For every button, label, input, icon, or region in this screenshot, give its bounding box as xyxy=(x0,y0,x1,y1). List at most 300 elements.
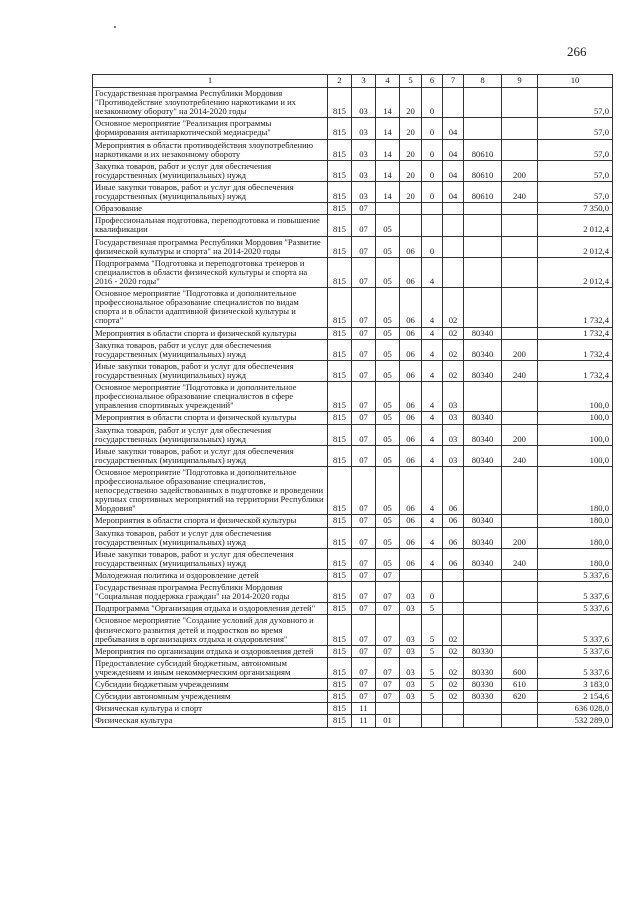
table-row xyxy=(93,645,613,657)
column-header: 2 xyxy=(328,75,352,88)
table-row xyxy=(93,118,613,139)
row-code-cell: 80610 xyxy=(464,181,502,202)
row-amount: 180,0 xyxy=(538,515,613,527)
row-code-cell: 03 xyxy=(352,118,376,139)
scan-speck xyxy=(114,26,116,28)
row-amount: 100,0 xyxy=(538,445,613,466)
row-code-cell: 4 xyxy=(422,382,443,412)
row-code-cell: 815 xyxy=(328,118,352,139)
row-code-cell xyxy=(464,236,502,257)
row-code-cell xyxy=(400,703,422,715)
row-code-cell: 80330 xyxy=(464,645,502,657)
row-code-cell: 06 xyxy=(443,466,464,515)
row-code-cell: 4 xyxy=(422,548,443,569)
row-code-cell: 80610 xyxy=(464,160,502,181)
row-description: Мероприятия в области спорта и физической культуры xyxy=(93,515,328,527)
row-amount: 2 012,4 xyxy=(538,236,613,257)
row-amount: 57,0 xyxy=(538,160,613,181)
row-code-cell xyxy=(422,703,443,715)
row-description: Основное мероприятие "Подготовка и дополнительное профессиональное образование специалистов по видам спорта и в области адаптивной физической культуры и спорта" xyxy=(93,288,328,327)
row-code-cell xyxy=(502,715,538,727)
column-header: 7 xyxy=(443,75,464,88)
row-code-cell: 03 xyxy=(352,181,376,202)
row-amount: 100,0 xyxy=(538,412,613,424)
row-amount: 3 183,0 xyxy=(538,679,613,691)
row-code-cell: 07 xyxy=(352,360,376,381)
row-code-cell: 4 xyxy=(422,515,443,527)
row-code-cell: 4 xyxy=(422,412,443,424)
row-code-cell xyxy=(502,236,538,257)
row-code-cell: 815 xyxy=(328,160,352,181)
row-code-cell: 20 xyxy=(400,118,422,139)
row-code-cell: 815 xyxy=(328,382,352,412)
row-code-cell: 07 xyxy=(352,527,376,548)
row-amount: 5 337,6 xyxy=(538,582,613,603)
row-amount: 180,0 xyxy=(538,466,613,515)
row-code-cell: 815 xyxy=(328,715,352,727)
row-code-cell: 07 xyxy=(376,582,400,603)
table-row xyxy=(93,139,613,160)
row-code-cell: 815 xyxy=(328,527,352,548)
row-code-cell: 07 xyxy=(352,288,376,327)
row-code-cell: 0 xyxy=(422,160,443,181)
row-code-cell: 05 xyxy=(376,236,400,257)
row-code-cell: 07 xyxy=(376,679,400,691)
row-code-cell: 07 xyxy=(352,236,376,257)
row-code-cell: 05 xyxy=(376,527,400,548)
row-code-cell xyxy=(443,603,464,615)
row-code-cell: 03 xyxy=(400,645,422,657)
row-code-cell: 05 xyxy=(376,382,400,412)
row-code-cell: 14 xyxy=(376,160,400,181)
row-amount: 180,0 xyxy=(538,548,613,569)
row-code-cell: 815 xyxy=(328,203,352,215)
row-code-cell: 815 xyxy=(328,360,352,381)
row-description: Основное мероприятие "Подготовка и дополнительное профессиональное образование специалистов в сфере управления спортивных учреждений" xyxy=(93,382,328,412)
row-code-cell: 07 xyxy=(352,645,376,657)
row-amount: 7 350,0 xyxy=(538,203,613,215)
row-code-cell: 04 xyxy=(443,139,464,160)
row-code-cell xyxy=(443,715,464,727)
row-description: Мероприятия в области спорта и физической культуры xyxy=(93,412,328,424)
row-code-cell: 815 xyxy=(328,236,352,257)
row-code-cell xyxy=(422,570,443,582)
row-code-cell: 815 xyxy=(328,657,352,678)
row-description: Образование xyxy=(93,203,328,215)
row-code-cell: 06 xyxy=(400,445,422,466)
row-amount: 180,0 xyxy=(538,527,613,548)
row-description: Молодежная политика и оздоровление детей xyxy=(93,570,328,582)
table-row xyxy=(93,466,613,515)
row-code-cell: 11 xyxy=(352,703,376,715)
row-description: Закупка товаров, работ и услуг для обеспечения государственных (муниципальных) нужд xyxy=(93,160,328,181)
table-row xyxy=(93,679,613,691)
row-code-cell: 04 xyxy=(443,181,464,202)
table-row xyxy=(93,360,613,381)
row-code-cell xyxy=(443,257,464,287)
row-code-cell: 06 xyxy=(400,327,422,339)
row-code-cell: 07 xyxy=(352,445,376,466)
row-code-cell xyxy=(443,570,464,582)
row-amount: 2 154,6 xyxy=(538,691,613,703)
row-amount: 532 289,0 xyxy=(538,715,613,727)
row-amount: 57,0 xyxy=(538,88,613,118)
row-code-cell: 815 xyxy=(328,679,352,691)
row-code-cell: 20 xyxy=(400,88,422,118)
row-code-cell xyxy=(400,203,422,215)
row-code-cell: 815 xyxy=(328,570,352,582)
row-code-cell: 05 xyxy=(376,288,400,327)
row-code-cell xyxy=(443,215,464,236)
row-code-cell xyxy=(464,215,502,236)
row-code-cell: 07 xyxy=(352,691,376,703)
row-code-cell xyxy=(464,288,502,327)
row-code-cell: 815 xyxy=(328,582,352,603)
row-code-cell: 14 xyxy=(376,88,400,118)
table-row xyxy=(93,515,613,527)
row-code-cell: 4 xyxy=(422,424,443,445)
row-code-cell: 5 xyxy=(422,603,443,615)
row-code-cell: 07 xyxy=(352,382,376,412)
row-code-cell: 06 xyxy=(400,236,422,257)
row-code-cell: 03 xyxy=(400,691,422,703)
column-header: 9 xyxy=(502,75,538,88)
row-amount: 1 732,4 xyxy=(538,327,613,339)
row-code-cell: 14 xyxy=(376,181,400,202)
row-code-cell: 80340 xyxy=(464,445,502,466)
row-code-cell: 815 xyxy=(328,88,352,118)
column-header: 10 xyxy=(538,75,613,88)
row-code-cell: 80340 xyxy=(464,548,502,569)
row-description: Мероприятия по организации отдыха и оздоровления детей xyxy=(93,645,328,657)
row-description: Физическая культура xyxy=(93,715,328,727)
row-description: Основное мероприятие "Реализация программы формирования антинаркотической медиасреды" xyxy=(93,118,328,139)
table-row xyxy=(93,548,613,569)
row-code-cell: 03 xyxy=(400,657,422,678)
row-code-cell: 06 xyxy=(400,257,422,287)
row-code-cell xyxy=(443,703,464,715)
row-code-cell: 240 xyxy=(502,360,538,381)
row-description: Мероприятия в области спорта и физической культуры xyxy=(93,327,328,339)
row-code-cell: 07 xyxy=(352,466,376,515)
row-description: Государственная программа Республики Мордовия "Социальная поддержка граждан" на 2014-2020 годы xyxy=(93,582,328,603)
row-code-cell: 80340 xyxy=(464,527,502,548)
row-description: Субсидии бюджетным учреждениям xyxy=(93,679,328,691)
row-amount: 1 732,4 xyxy=(538,288,613,327)
row-code-cell: 02 xyxy=(443,615,464,645)
row-code-cell: 80330 xyxy=(464,679,502,691)
row-code-cell xyxy=(464,603,502,615)
row-description: Иные закупки товаров, работ и услуг для обеспечения государственных (муниципальных) нужд xyxy=(93,445,328,466)
row-code-cell: 06 xyxy=(400,360,422,381)
row-code-cell: 07 xyxy=(352,327,376,339)
table-row xyxy=(93,382,613,412)
row-code-cell xyxy=(464,88,502,118)
row-code-cell xyxy=(502,603,538,615)
row-code-cell: 80610 xyxy=(464,139,502,160)
row-code-cell: 02 xyxy=(443,288,464,327)
row-code-cell: 02 xyxy=(443,327,464,339)
row-description: Физическая культура и спорт xyxy=(93,703,328,715)
row-code-cell: 02 xyxy=(443,645,464,657)
row-code-cell: 07 xyxy=(352,515,376,527)
row-code-cell: 03 xyxy=(443,412,464,424)
column-header: 5 xyxy=(400,75,422,88)
row-amount: 100,0 xyxy=(538,382,613,412)
row-code-cell: 02 xyxy=(443,339,464,360)
row-code-cell: 200 xyxy=(502,527,538,548)
row-amount: 1 732,4 xyxy=(538,339,613,360)
row-code-cell: 02 xyxy=(443,691,464,703)
row-code-cell: 07 xyxy=(352,257,376,287)
row-code-cell: 06 xyxy=(400,339,422,360)
row-code-cell: 07 xyxy=(352,657,376,678)
table-row xyxy=(93,160,613,181)
row-code-cell: 5 xyxy=(422,679,443,691)
row-code-cell: 815 xyxy=(328,645,352,657)
row-code-cell xyxy=(400,215,422,236)
table-header-row xyxy=(93,75,613,88)
row-code-cell xyxy=(502,412,538,424)
row-code-cell: 815 xyxy=(328,548,352,569)
row-code-cell: 06 xyxy=(400,515,422,527)
table-row xyxy=(93,657,613,678)
row-code-cell xyxy=(443,88,464,118)
row-code-cell: 0 xyxy=(422,236,443,257)
row-code-cell: 03 xyxy=(400,603,422,615)
row-code-cell xyxy=(443,236,464,257)
row-code-cell: 07 xyxy=(352,570,376,582)
row-code-cell xyxy=(464,257,502,287)
row-code-cell: 03 xyxy=(400,582,422,603)
row-description: Иные закупки товаров, работ и услуг для обеспечения государственных (муниципальных) нужд xyxy=(93,181,328,202)
row-code-cell xyxy=(502,288,538,327)
row-code-cell: 06 xyxy=(400,548,422,569)
row-code-cell: 20 xyxy=(400,181,422,202)
row-code-cell: 80340 xyxy=(464,424,502,445)
row-code-cell: 80340 xyxy=(464,339,502,360)
row-code-cell: 5 xyxy=(422,691,443,703)
row-code-cell: 4 xyxy=(422,527,443,548)
row-code-cell: 5 xyxy=(422,645,443,657)
row-code-cell xyxy=(502,382,538,412)
row-amount: 57,0 xyxy=(538,118,613,139)
column-header: 4 xyxy=(376,75,400,88)
row-code-cell: 07 xyxy=(352,339,376,360)
row-amount: 57,0 xyxy=(538,139,613,160)
row-code-cell: 80340 xyxy=(464,412,502,424)
column-header: 6 xyxy=(422,75,443,88)
row-code-cell: 07 xyxy=(376,657,400,678)
table-row xyxy=(93,288,613,327)
row-description: Основное мероприятие "Создание условий для духовного и физического развития детей и подростков во время пребывания в организациях отдыха и оздоровления" xyxy=(93,615,328,645)
row-code-cell: 14 xyxy=(376,118,400,139)
row-code-cell: 815 xyxy=(328,515,352,527)
row-code-cell: 05 xyxy=(376,548,400,569)
table-row xyxy=(93,715,613,727)
row-code-cell xyxy=(464,715,502,727)
row-code-cell: 06 xyxy=(400,424,422,445)
row-amount: 5 337,6 xyxy=(538,657,613,678)
row-code-cell: 03 xyxy=(443,424,464,445)
row-code-cell: 815 xyxy=(328,445,352,466)
row-amount: 100,0 xyxy=(538,424,613,445)
row-code-cell: 5 xyxy=(422,615,443,645)
row-description: Закупка товаров, работ и услуг для обеспечения государственных (муниципальных) нужд xyxy=(93,339,328,360)
row-code-cell: 07 xyxy=(376,645,400,657)
row-code-cell xyxy=(400,715,422,727)
row-code-cell xyxy=(502,118,538,139)
row-code-cell: 07 xyxy=(376,615,400,645)
row-code-cell xyxy=(502,215,538,236)
row-description: Основное мероприятие "Подготовка и дополнительное профессиональное образование специалистов, непосредственно задействованных в подготовке и проведении крупных спортивных мероприятий на территории Республики Мордовия" xyxy=(93,466,328,515)
row-code-cell xyxy=(443,582,464,603)
row-code-cell xyxy=(502,466,538,515)
row-description: Иные закупки товаров, работ и услуг для обеспечения государственных (муниципальных) нужд xyxy=(93,548,328,569)
table-row xyxy=(93,203,613,215)
row-code-cell: 200 xyxy=(502,160,538,181)
row-code-cell: 05 xyxy=(376,215,400,236)
row-description: Мероприятия в области противодействия злоупотреблению наркотиками и их незаконному обороту xyxy=(93,139,328,160)
row-code-cell: 06 xyxy=(400,288,422,327)
row-code-cell xyxy=(376,203,400,215)
row-code-cell: 02 xyxy=(443,679,464,691)
row-description: Подпрограмма "Организация отдыха и оздоровления детей" xyxy=(93,603,328,615)
table-row xyxy=(93,570,613,582)
row-code-cell: 05 xyxy=(376,466,400,515)
row-code-cell xyxy=(502,703,538,715)
row-code-cell: 03 xyxy=(400,679,422,691)
row-code-cell xyxy=(502,615,538,645)
row-code-cell: 5 xyxy=(422,657,443,678)
row-code-cell: 05 xyxy=(376,445,400,466)
row-amount: 57,0 xyxy=(538,181,613,202)
table-row xyxy=(93,181,613,202)
row-code-cell: 80340 xyxy=(464,327,502,339)
row-code-cell: 07 xyxy=(352,203,376,215)
row-code-cell: 815 xyxy=(328,339,352,360)
table-row xyxy=(93,236,613,257)
row-code-cell xyxy=(502,203,538,215)
row-code-cell xyxy=(464,466,502,515)
row-code-cell: 05 xyxy=(376,360,400,381)
row-code-cell: 20 xyxy=(400,160,422,181)
row-code-cell: 05 xyxy=(376,339,400,360)
row-code-cell: 815 xyxy=(328,288,352,327)
row-description: Закупка товаров, работ и услуг для обеспечения государственных (муниципальных) нужд xyxy=(93,424,328,445)
row-code-cell: 03 xyxy=(352,139,376,160)
table-row xyxy=(93,215,613,236)
row-code-cell: 4 xyxy=(422,327,443,339)
table-row xyxy=(93,327,613,339)
row-code-cell xyxy=(422,203,443,215)
row-code-cell: 815 xyxy=(328,691,352,703)
row-code-cell xyxy=(422,215,443,236)
row-code-cell: 07 xyxy=(352,679,376,691)
row-code-cell xyxy=(502,515,538,527)
row-code-cell: 4 xyxy=(422,466,443,515)
row-code-cell: 815 xyxy=(328,703,352,715)
row-code-cell xyxy=(464,615,502,645)
row-code-cell: 07 xyxy=(352,615,376,645)
row-code-cell: 815 xyxy=(328,603,352,615)
row-code-cell: 14 xyxy=(376,139,400,160)
row-code-cell: 03 xyxy=(352,160,376,181)
table-body xyxy=(93,88,613,728)
row-code-cell xyxy=(400,570,422,582)
column-header: 1 xyxy=(93,75,328,88)
table-row xyxy=(93,582,613,603)
row-code-cell: 06 xyxy=(443,515,464,527)
row-code-cell: 06 xyxy=(443,527,464,548)
row-code-cell: 240 xyxy=(502,548,538,569)
row-description: Подпрограмма "Подготовка и переподготовка тренеров и специалистов в области физической культуры и спорта на 2016 - 2020 годы" xyxy=(93,257,328,287)
row-code-cell: 80340 xyxy=(464,360,502,381)
row-code-cell: 815 xyxy=(328,139,352,160)
row-code-cell: 815 xyxy=(328,215,352,236)
row-code-cell: 03 xyxy=(400,615,422,645)
row-code-cell: 07 xyxy=(352,424,376,445)
row-code-cell: 815 xyxy=(328,257,352,287)
row-code-cell: 4 xyxy=(422,288,443,327)
row-code-cell: 4 xyxy=(422,257,443,287)
row-code-cell: 07 xyxy=(352,412,376,424)
row-description: Профессиональная подготовка, переподготовка и повышение квалификации xyxy=(93,215,328,236)
table-row xyxy=(93,424,613,445)
table-row xyxy=(93,88,613,118)
row-code-cell: 0 xyxy=(422,118,443,139)
table-row xyxy=(93,445,613,466)
row-description: Государственная программа Республики Мордовия "Противодействие злоупотреблению наркотиками и их незаконному обороту" на 2014-2020 годы xyxy=(93,88,328,118)
row-description: Закупка товаров, работ и услуг для обеспечения государственных (муниципальных) нужд xyxy=(93,527,328,548)
row-code-cell xyxy=(376,703,400,715)
row-code-cell xyxy=(502,327,538,339)
row-code-cell: 07 xyxy=(352,215,376,236)
column-header: 8 xyxy=(464,75,502,88)
row-code-cell xyxy=(502,257,538,287)
row-code-cell xyxy=(502,582,538,603)
row-code-cell: 815 xyxy=(328,466,352,515)
table-row xyxy=(93,691,613,703)
table-row xyxy=(93,615,613,645)
row-code-cell: 01 xyxy=(376,715,400,727)
row-code-cell xyxy=(502,645,538,657)
row-code-cell: 06 xyxy=(443,548,464,569)
row-amount: 2 012,4 xyxy=(538,257,613,287)
row-code-cell: 815 xyxy=(328,424,352,445)
row-code-cell: 0 xyxy=(422,139,443,160)
row-code-cell: 0 xyxy=(422,181,443,202)
row-code-cell: 05 xyxy=(376,515,400,527)
row-code-cell: 07 xyxy=(352,603,376,615)
row-code-cell: 02 xyxy=(443,360,464,381)
table-row xyxy=(93,412,613,424)
table-row xyxy=(93,257,613,287)
column-header: 3 xyxy=(352,75,376,88)
row-code-cell: 4 xyxy=(422,445,443,466)
row-code-cell: 07 xyxy=(352,582,376,603)
row-code-cell: 07 xyxy=(352,548,376,569)
row-code-cell xyxy=(502,88,538,118)
row-code-cell: 06 xyxy=(400,527,422,548)
row-code-cell xyxy=(464,703,502,715)
row-code-cell: 0 xyxy=(422,88,443,118)
row-amount: 2 012,4 xyxy=(538,215,613,236)
row-code-cell: 815 xyxy=(328,412,352,424)
row-code-cell: 03 xyxy=(443,445,464,466)
row-code-cell: 80330 xyxy=(464,691,502,703)
row-code-cell: 20 xyxy=(400,139,422,160)
